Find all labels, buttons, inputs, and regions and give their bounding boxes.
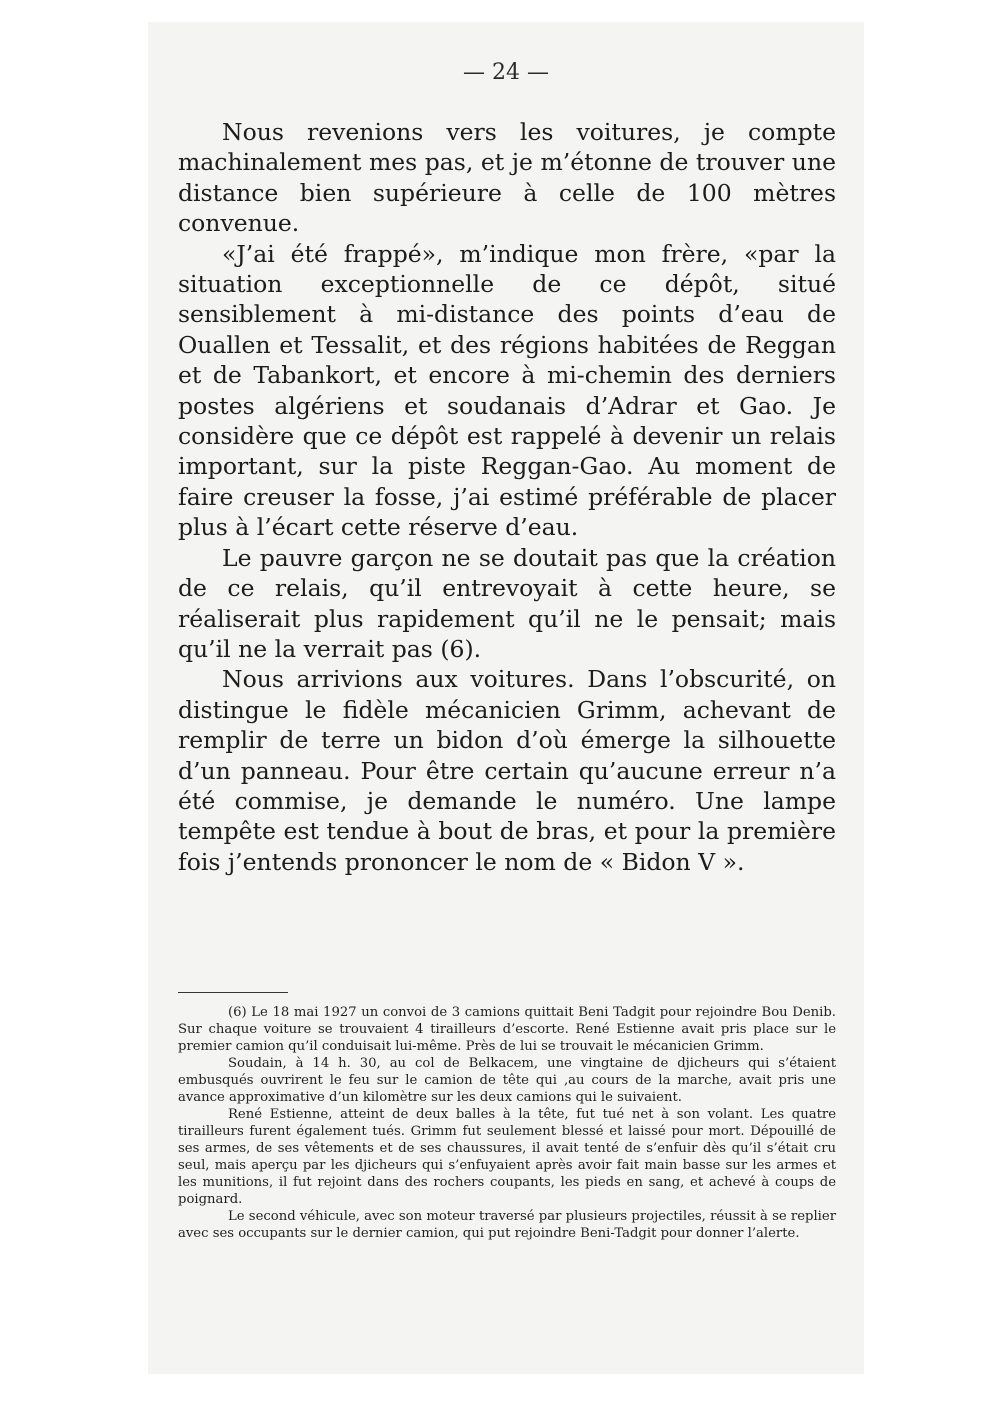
footnotes bbox=[178, 1004, 836, 1242]
page-number: — 24 — bbox=[463, 60, 549, 85]
body-paragraph: Nous arrivions aux voitures. Dans l’obscurité, on distingue le fidèle mécanicien Grimm, achevant de remplir de terre un bidon d’où émerge la silhouette d’un panneau. Pour être certain qu’aucune erreur n’a été commise, je demande le numéro. Une lampe tempête est tendue à bout de bras, et pour la première fois j’entends prononcer le nom de « Bidon V ». bbox=[178, 665, 836, 876]
footnote-paragraph: Le second véhicule, avec son moteur traversé par plusieurs projectiles, réussit à se replier avec ses occupants sur le dernier camion, qui put rejoindre Beni-Tadgit pour donner l’alerte. bbox=[178, 1209, 836, 1241]
scanned-page bbox=[148, 22, 864, 1374]
footnote-paragraph: (6) Le 18 mai 1927 un convoi de 3 camions quittait Beni Tadgit pour rejoindre Bou Denib. Sur chaque voiture se trouvaient 4 tirailleurs d’escorte. René Estienne avait pris place sur le premier camion qu’il conduisait lui-même. Près de lui se trouvait le mécanicien Grimm. bbox=[178, 1005, 836, 1054]
footnote-paragraph: Soudain, à 14 h. 30, au col de Belkacem, une vingtaine de djicheurs qui s’étaient embusqués ouvrirent le feu sur le camion de tête qui ,au cours de la marche, avait pris une avance approximative d’un kilomètre sur les deux camions qui le suivaient. bbox=[178, 1056, 836, 1105]
main-text bbox=[178, 117, 836, 877]
body-paragraph: Le pauvre garçon ne se doutait pas que la création de ce relais, qu’il entrevoyait à cette heure, se réaliserait plus rapidement qu’il ne le pensait; mais qu’il ne la verrait pas (6). bbox=[178, 543, 836, 663]
body-paragraph: «J’ai été frappé», m’indique mon frère, «par la situation exceptionnelle de ce dépôt, situé sensiblement à mi-distance des points d’eau de Ouallen et Tessalit, et des régions habitées de Reggan et de Tabankort, et encore à mi-chemin des derniers postes algériens et soudanais d’Adrar et Gao. Je considère que ce dépôt est rappelé à devenir un relais important, sur la piste Reggan-Gao. Au moment de faire creuser la fosse, j’ai estimé préférable de placer plus à l’écart cette réserve d’eau. bbox=[178, 239, 836, 542]
footnote-paragraph: René Estienne, atteint de deux balles à la tête, fut tué net à son volant. Les quatre tirailleurs furent également tués. Grimm fut seulement blessé et laissé pour mort. Dépouillé de ses armes, de ses vêtements et de ses chaussures, il avait tenté de s’enfuir dès qu’il s’était cru seul, mais aperçu par les djicheurs qui s’enfuyaient après avoir fait main basse sur les armes et les munitions, il fut rejoint dans des rochers coupants, les pieds en sang, et achevé à coups de poignard. bbox=[178, 1107, 836, 1207]
body-paragraph: Nous revenions vers les voitures, je compte machinalement mes pas, et je m’étonne de trouver une distance bien supérieure à celle de 100 mètres convenue. bbox=[178, 118, 836, 238]
footnote-separator bbox=[178, 992, 288, 993]
